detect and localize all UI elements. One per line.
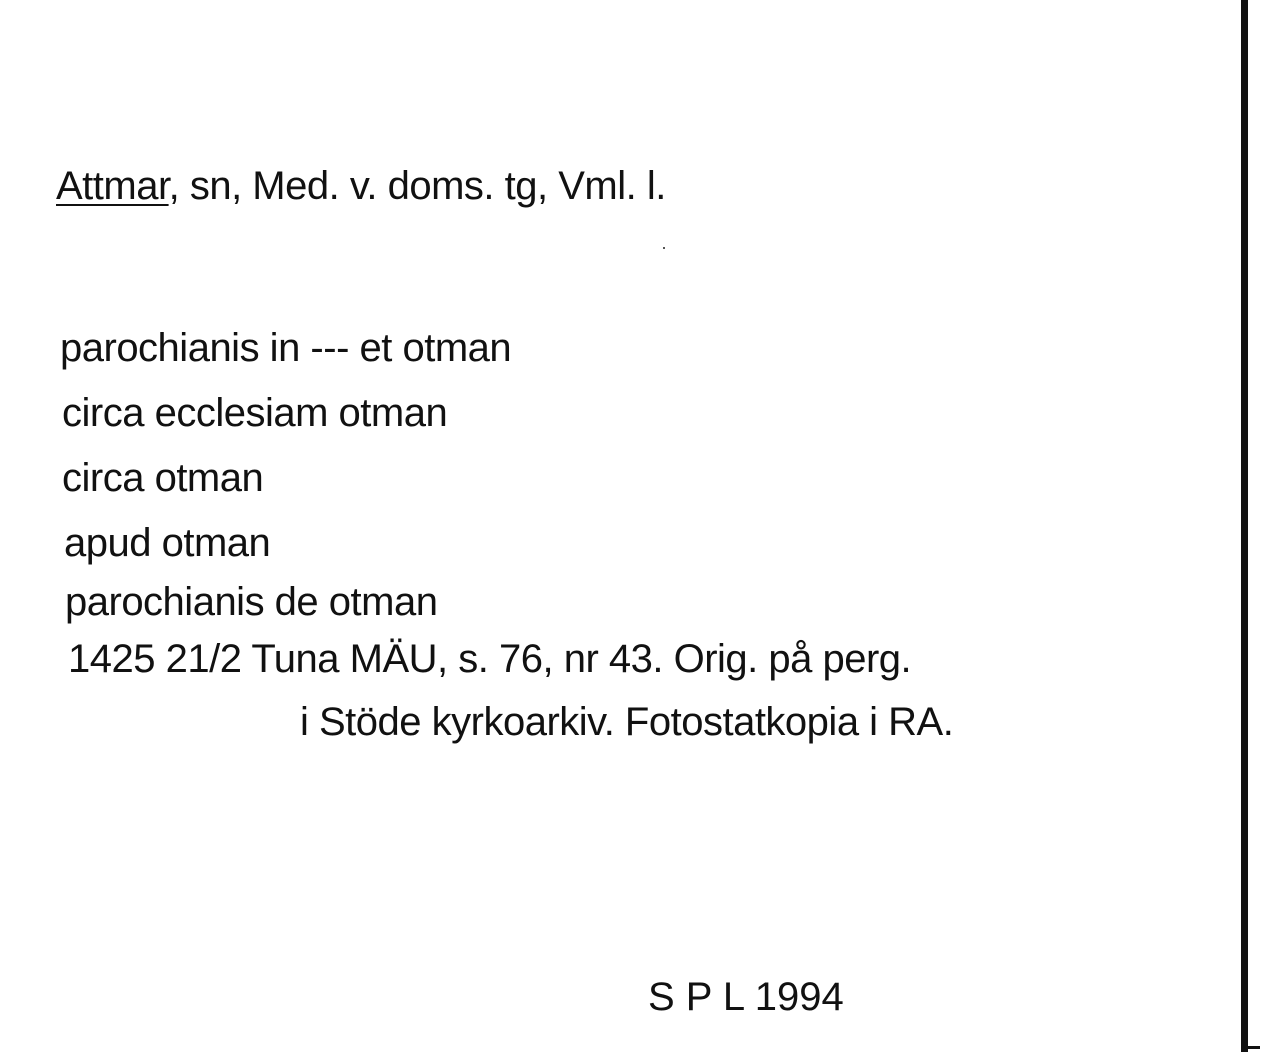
card-edge-shadow — [1241, 0, 1248, 1052]
card-edge-corner — [1244, 1046, 1260, 1049]
attestation-line: apud otman — [64, 521, 271, 565]
place-name: Attmar — [56, 164, 169, 208]
signature: S P L 1994 — [648, 975, 844, 1019]
attestation-line: circa ecclesiam otman — [62, 391, 448, 435]
card-heading — [56, 164, 666, 209]
place-description: , sn, Med. v. doms. tg, Vml. l. — [168, 164, 666, 208]
attestation-line: parochianis de otman — [65, 580, 438, 624]
scan-speck — [663, 247, 665, 249]
attestation-line: parochianis in --- et otman — [60, 326, 512, 370]
source-citation: 1425 21/2 Tuna MÄU, s. 76, nr 43. Orig. på perg. — [68, 637, 912, 681]
attestation-line: circa otman — [62, 456, 264, 500]
source-citation-continued: i Stöde kyrkoarkiv. Fotostatkopia i RA. — [300, 700, 954, 744]
